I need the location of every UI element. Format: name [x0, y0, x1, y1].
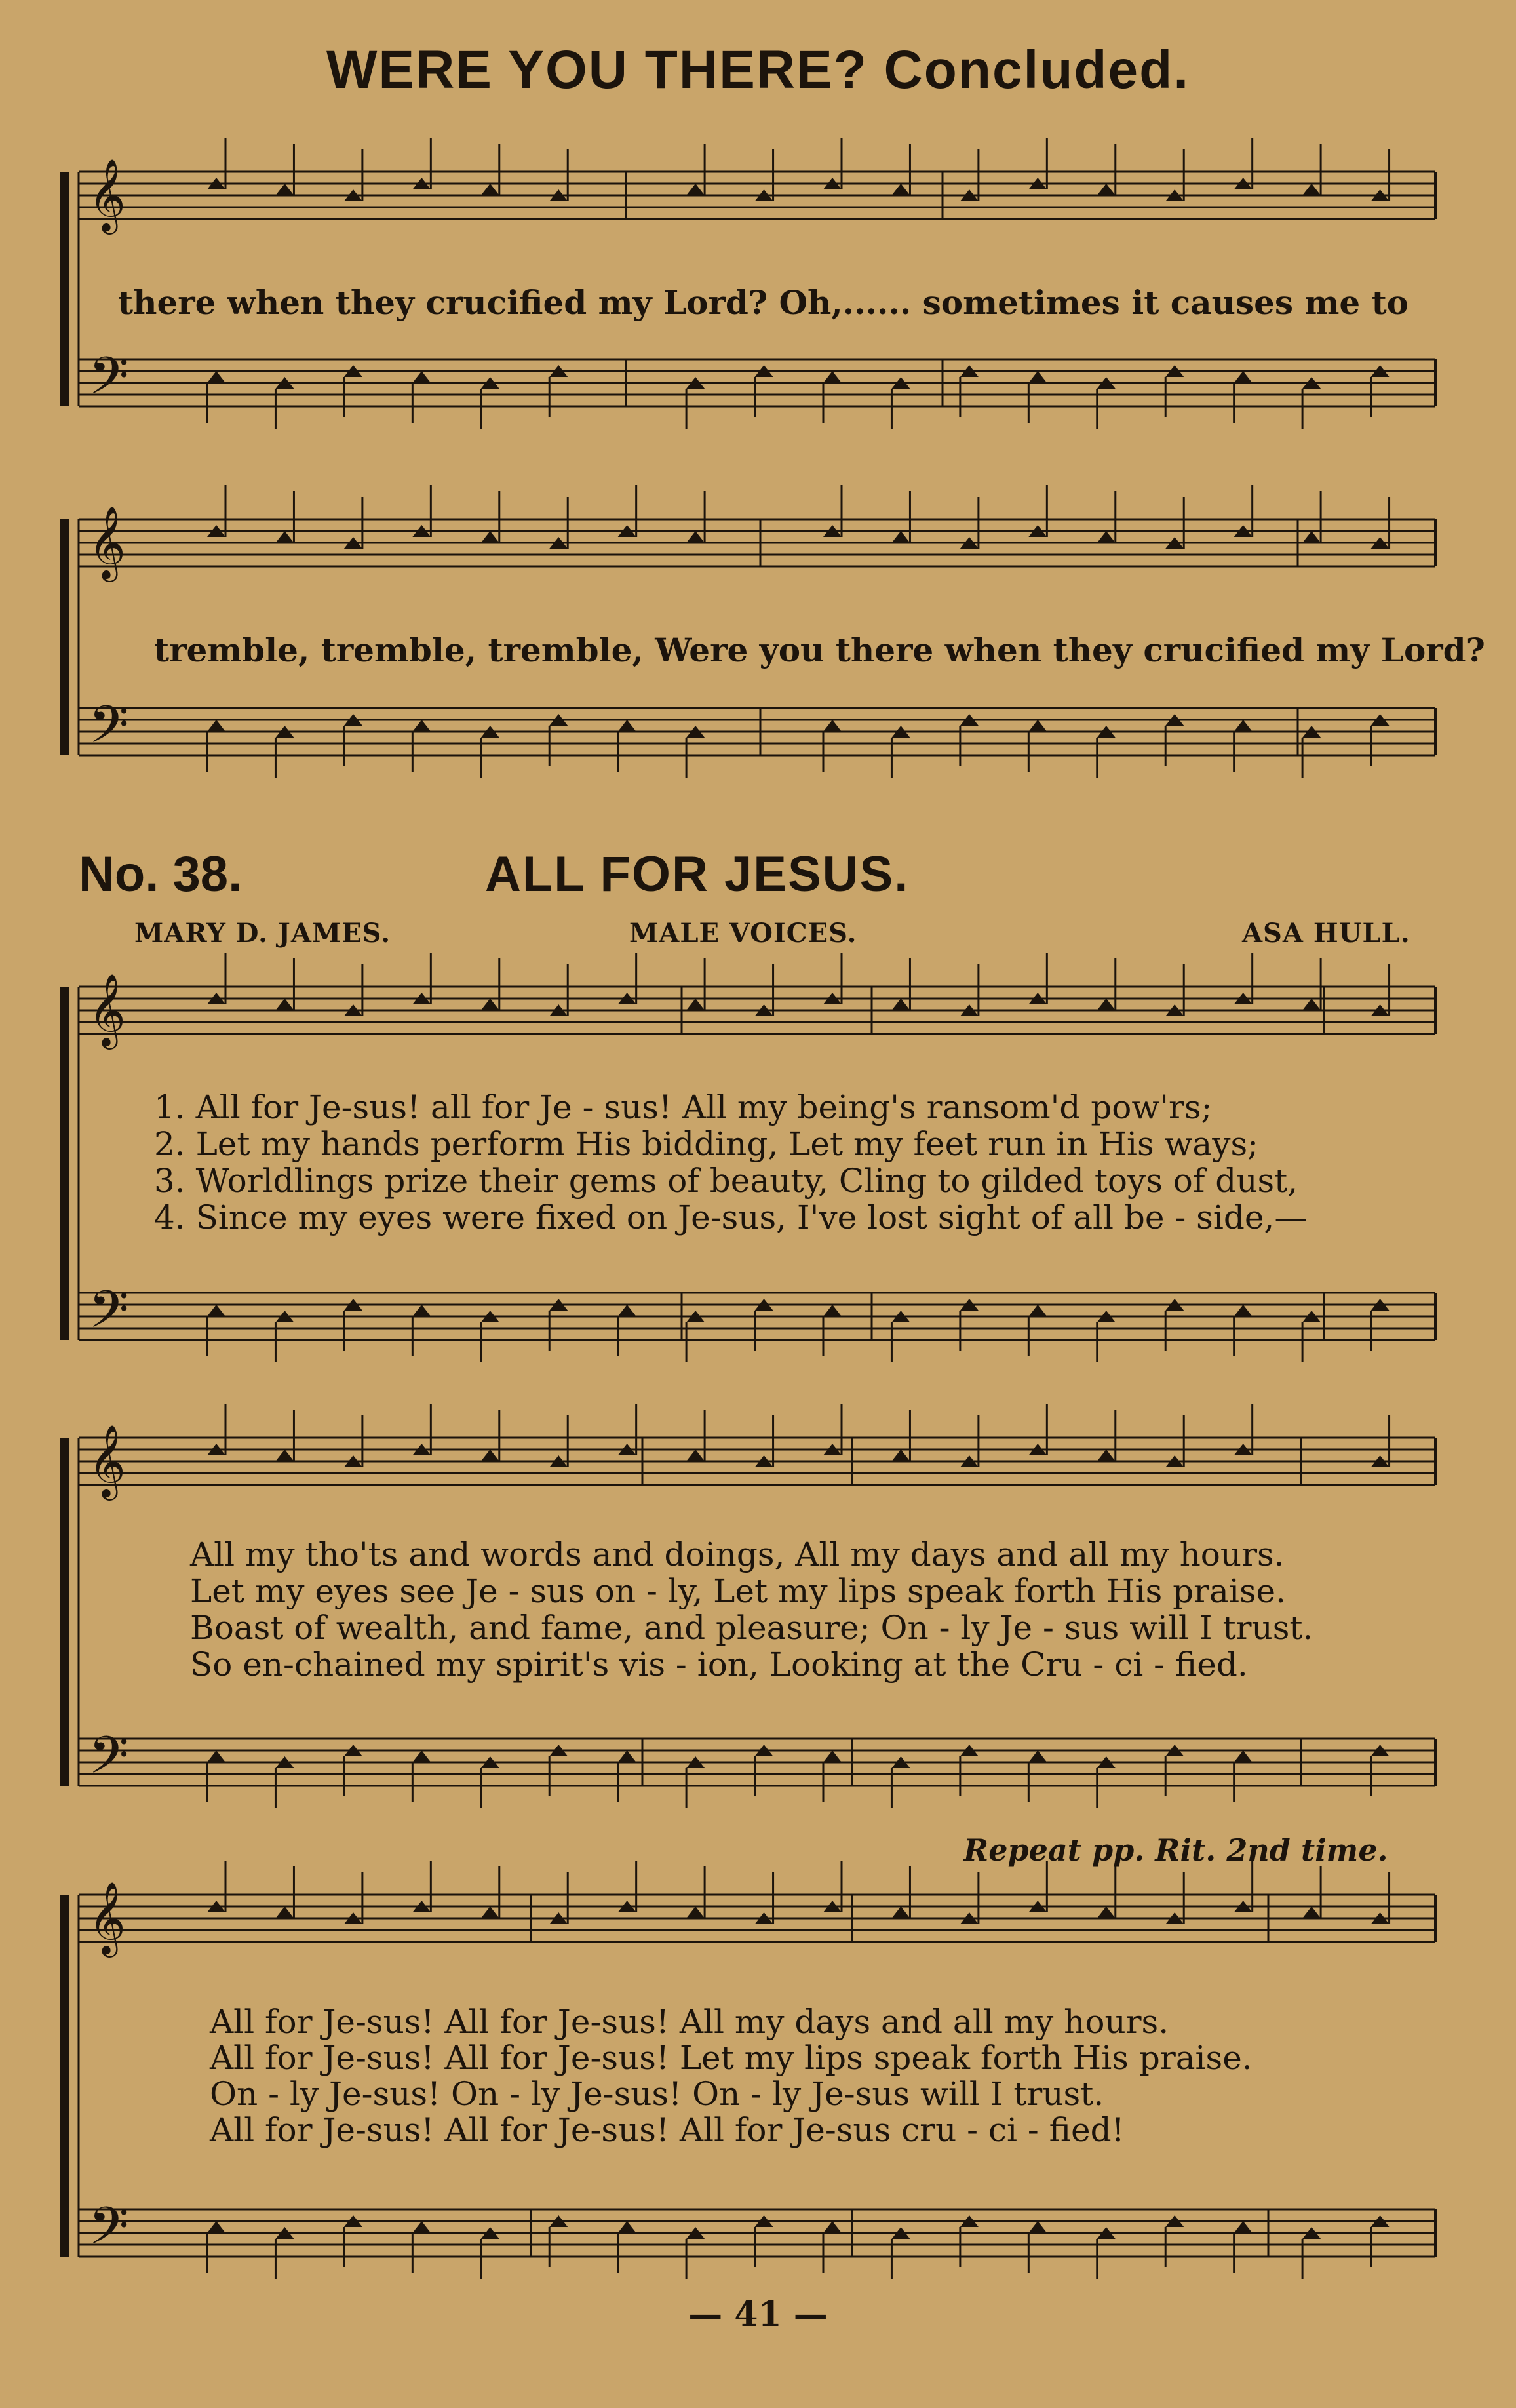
note-head: [1234, 1750, 1253, 1762]
hymn-author: MARY D. JAMES.: [134, 918, 391, 949]
hymn-number: No. 38.: [79, 846, 243, 902]
note-head: [481, 998, 499, 1010]
note-head: [686, 531, 705, 543]
bass-clef-icon: 𝄢: [88, 694, 129, 768]
note-head: [891, 998, 910, 1010]
lyric-line: tremble, tremble, tremble, Were you there when they crucified my Lord?: [154, 631, 1485, 669]
note-head: [1028, 720, 1047, 732]
note-head: [618, 720, 636, 732]
note-head: [275, 998, 294, 1010]
note-head: [1302, 1906, 1321, 1918]
verse-line: 4. Since my eyes were fixed on Je-sus, I've lost sight of all be - side,—: [154, 1198, 1308, 1236]
refrain-line: All for Je-sus! All for Je-sus! All my days and all my hours.: [210, 2003, 1169, 2041]
note-head: [686, 184, 705, 195]
note-head: [1028, 1305, 1047, 1316]
bass-clef-icon: 𝄢: [88, 345, 129, 419]
note-head: [412, 371, 431, 383]
note-head: [481, 184, 499, 195]
note-head: [1302, 531, 1321, 543]
note-head: [1028, 2221, 1047, 2233]
note-head: [1028, 371, 1047, 383]
verse-line: 2. Let my hands perform His bidding, Let my feet run in His ways;: [154, 1125, 1258, 1163]
note-head: [1234, 2221, 1253, 2233]
note-head: [823, 371, 842, 383]
bass-clef-icon: 𝄢: [88, 2196, 129, 2269]
note-head: [823, 720, 842, 732]
verse-line: So en-chained my spirit's vis - ion, Looking at the Cru - ci - fied.: [190, 1646, 1248, 1684]
note-head: [891, 531, 910, 543]
note-head: [823, 2221, 842, 2233]
performance-direction: Repeat pp. Rit. 2nd time.: [963, 1832, 1388, 1868]
note-head: [1302, 184, 1321, 195]
note-head: [1302, 998, 1321, 1010]
verse-line: All my tho'ts and words and doings, All my days and all my hours.: [190, 1535, 1285, 1573]
verse-line: Let my eyes see Je - sus on - ly, Let my lips speak forth His praise.: [190, 1572, 1286, 1610]
note-head: [891, 184, 910, 195]
note-head: [1234, 720, 1253, 732]
hymn-composer: ASA HULL.: [1242, 918, 1410, 949]
treble-clef-icon: 𝄞: [88, 1424, 126, 1497]
voice-designation: MALE VOICES.: [629, 918, 857, 949]
note-head: [1234, 371, 1253, 383]
note-head: [1028, 1750, 1047, 1762]
system-bracket: [60, 1895, 69, 2257]
note-head: [207, 371, 225, 383]
note-head: [412, 2221, 431, 2233]
note-head: [275, 531, 294, 543]
note-head: [481, 1906, 499, 1918]
note-head: [1097, 184, 1116, 195]
note-head: [618, 2221, 636, 2233]
note-head: [207, 1750, 225, 1762]
note-head: [891, 1906, 910, 1918]
note-head: [1234, 1305, 1253, 1316]
note-head: [823, 1305, 842, 1316]
treble-clef-icon: 𝄞: [88, 973, 126, 1046]
treble-clef-icon: 𝄞: [88, 158, 126, 231]
note-head: [823, 1750, 842, 1762]
system-bracket: [60, 519, 69, 755]
refrain-line: All for Je-sus! All for Je-sus! Let my lips speak forth His praise.: [210, 2039, 1253, 2077]
bass-clef-icon: 𝄢: [88, 1279, 129, 1352]
page-header-title: WERE YOU THERE? Concluded.: [326, 40, 1190, 100]
note-head: [275, 184, 294, 195]
note-head: [275, 1450, 294, 1461]
note-head: [891, 1450, 910, 1461]
note-head: [207, 2221, 225, 2233]
verse-line: 1. All for Je-sus! all for Je - sus! All my being's ransom'd pow'rs;: [154, 1088, 1213, 1126]
note-head: [412, 1750, 431, 1762]
note-head: [686, 1906, 705, 1918]
system-bracket: [60, 1438, 69, 1786]
treble-clef-icon: 𝄞: [88, 1881, 126, 1954]
page-number: — 41 —: [688, 2295, 828, 2335]
note-head: [686, 1450, 705, 1461]
note-head: [412, 720, 431, 732]
note-head: [618, 1305, 636, 1316]
note-head: [1097, 1906, 1116, 1918]
hymn-title: ALL FOR JESUS.: [485, 846, 910, 902]
note-head: [412, 1305, 431, 1316]
treble-clef-icon: 𝄞: [88, 505, 126, 579]
note-head: [1097, 998, 1116, 1010]
note-head: [618, 1750, 636, 1762]
system-bracket: [60, 987, 69, 1340]
bass-clef-icon: 𝄢: [88, 1725, 129, 1798]
lyric-line: there when they crucified my Lord? Oh,...... sometimes it causes me to: [118, 283, 1409, 322]
note-head: [1097, 1450, 1116, 1461]
note-head: [275, 1906, 294, 1918]
refrain-line: On - ly Je-sus! On - ly Je-sus! On - ly Je-sus will I trust.: [210, 2075, 1104, 2113]
refrain-line: All for Je-sus! All for Je-sus! All for Je-sus cru - ci - fied!: [210, 2111, 1125, 2149]
note-head: [481, 531, 499, 543]
note-head: [1097, 531, 1116, 543]
note-head: [207, 1305, 225, 1316]
note-head: [686, 998, 705, 1010]
note-head: [481, 1450, 499, 1461]
note-head: [207, 720, 225, 732]
verse-line: Boast of wealth, and fame, and pleasure; On - ly Je - sus will I trust.: [190, 1609, 1313, 1647]
verse-line: 3. Worldlings prize their gems of beauty, Cling to gilded toys of dust,: [154, 1162, 1298, 1200]
system-bracket: [60, 172, 69, 406]
